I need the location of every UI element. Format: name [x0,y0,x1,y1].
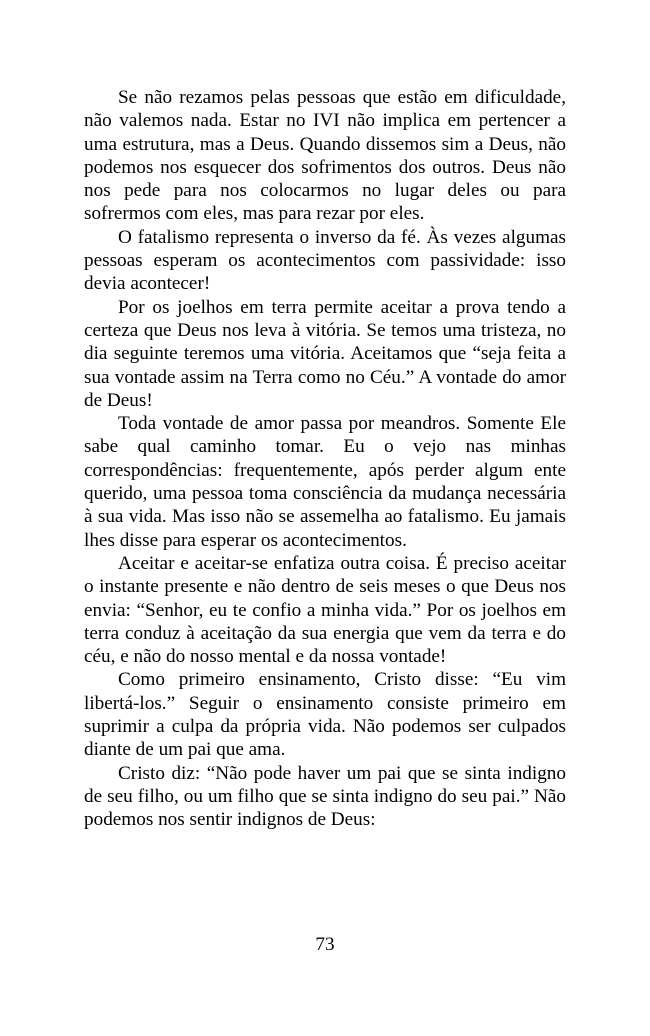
paragraph-7: Cristo diz: “Não pode haver um pai que se sinta indigno de seu filho, ou um filho que se sinta indigno do seu pai.” Não podemos nos sentir indignos de Deus: [84,762,566,831]
paragraph-6: Como primeiro ensinamento, Cristo disse: “Eu vim libertá-los.” Seguir o ensinamento consiste primeiro em suprimir a culpa da própria vida. Não podemos ser culpados diante de um pai que ama. [84,669,566,761]
paragraph-4: Toda vontade de amor passa por meandros. Somente Ele sabe qual caminho tomar. Eu o vejo nas minhas correspondências: frequentemente, após perder algum ente querido, uma pessoa toma consciência da mudança necessária à sua vida. Mas isso não se assemelha ao fatalismo. Eu jamais lhes disse para esperar os acontecimentos. [84,413,566,551]
page-number: 73 [315,934,335,955]
paragraph-5: Aceitar e aceitar-se enfatiza outra coisa. É preciso aceitar o instante presente e não dentro de seis meses o que Deus nos envia: “Senhor, eu te confio a minha vida.” Por os joelhos em terra conduz à aceitação da sua energia que vem da terra e do céu, e não do nosso mental e da nossa vontade! [84,552,566,668]
paragraph-3: Por os joelhos em terra permite aceitar a prova tendo a certeza que Deus nos leva à vitória. Se temos uma tristeza, no dia seguinte teremos uma vitória. Aceitamos que “seja feita a sua vontade assim na Terra como no Céu.” A vontade do amor de Deus! [84,296,566,411]
paragraph-2: O fatalismo representa o inverso da fé. Às vezes algumas pessoas esperam os acontecimentos com passividade: isso devia acontecer! [84,226,566,295]
page-body [84,86,566,832]
paragraph-1: Se não rezamos pelas pessoas que estão em dificuldade, não valemos nada. Estar no IVI não implica em pertencer a uma estrutura, mas a Deus. Quando dissemos sim a Deus, não podemos nos esquecer dos sofrimentos dos outros. Deus não nos pede para nos colocarmos no lugar deles ou para sofrermos com eles, mas para rezar por eles. [84,87,566,225]
